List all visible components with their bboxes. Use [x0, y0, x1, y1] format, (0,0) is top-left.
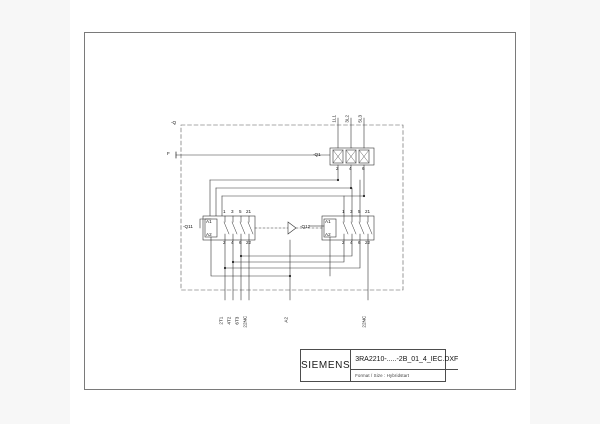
terminal-q11-a1: A1	[206, 219, 212, 224]
device-label-q12: -Q12	[300, 224, 311, 229]
terminal-q1-2: 2	[336, 166, 339, 171]
device-label-q11: -Q11	[183, 224, 193, 229]
cross-wire-b	[241, 240, 352, 256]
wire-label-22nc-right: 22NC	[361, 315, 367, 328]
company-logo-text: SIEMENS	[301, 360, 351, 371]
terminal-q12-3: 3	[350, 209, 353, 214]
drawing-format-text: Format / Size : Hybridstart	[355, 373, 410, 378]
wire-label-22nc-left: 22NC	[242, 315, 248, 328]
wire-label-1l1: 1L1	[331, 114, 337, 123]
terminal-q11-3: 3	[231, 209, 234, 214]
terminal-q11-22: 22	[246, 240, 252, 245]
terminal-q11-6: 6	[239, 240, 242, 245]
device-q1-body	[330, 148, 374, 165]
terminal-q1-4: 4	[349, 166, 352, 171]
wire-label-5l3: 5L3	[357, 114, 363, 123]
title-block-company-cell	[301, 350, 351, 381]
terminal-q12-5: 5	[358, 209, 361, 214]
terminal-q12-6: 6	[358, 240, 361, 245]
wire-label-2t1: 2T1	[218, 316, 224, 325]
terminal-q11-4: 4	[231, 240, 234, 245]
device-label-q1: -Q1	[313, 152, 321, 157]
terminal-q11-1: 1	[223, 209, 226, 214]
terminal-q12-2: 2	[342, 240, 345, 245]
drawing-file-name: 3RA2210-.....-2B_01_4_IEC.DXF	[351, 350, 458, 370]
terminal-q12-a2: A2	[325, 232, 331, 237]
wire-label-6t3: 6T3	[234, 316, 240, 325]
label-supply: F	[167, 151, 170, 156]
interlock-arrow	[288, 222, 296, 234]
label-enclosure: -Q	[171, 120, 177, 125]
terminal-q11-21: 21	[246, 209, 252, 214]
terminal-q11-2: 2	[223, 240, 226, 245]
terminal-q12-22: 22	[365, 240, 371, 245]
wire-label-4t2: 4T2	[226, 316, 232, 325]
terminal-q12-a1: A1	[325, 219, 331, 224]
terminal-q1-6: 6	[362, 166, 365, 171]
terminal-q12-4: 4	[350, 240, 353, 245]
title-block-info	[351, 350, 458, 381]
title-block	[300, 349, 459, 382]
terminal-q11-5: 5	[239, 209, 242, 214]
terminal-q12-21: 21	[365, 209, 371, 214]
terminal-q11-a2: A2	[206, 232, 212, 237]
wire-label-3l2: 3L2	[344, 114, 350, 123]
terminal-q12-1: 1	[342, 209, 345, 214]
wire-label-a2: A2	[283, 316, 289, 323]
